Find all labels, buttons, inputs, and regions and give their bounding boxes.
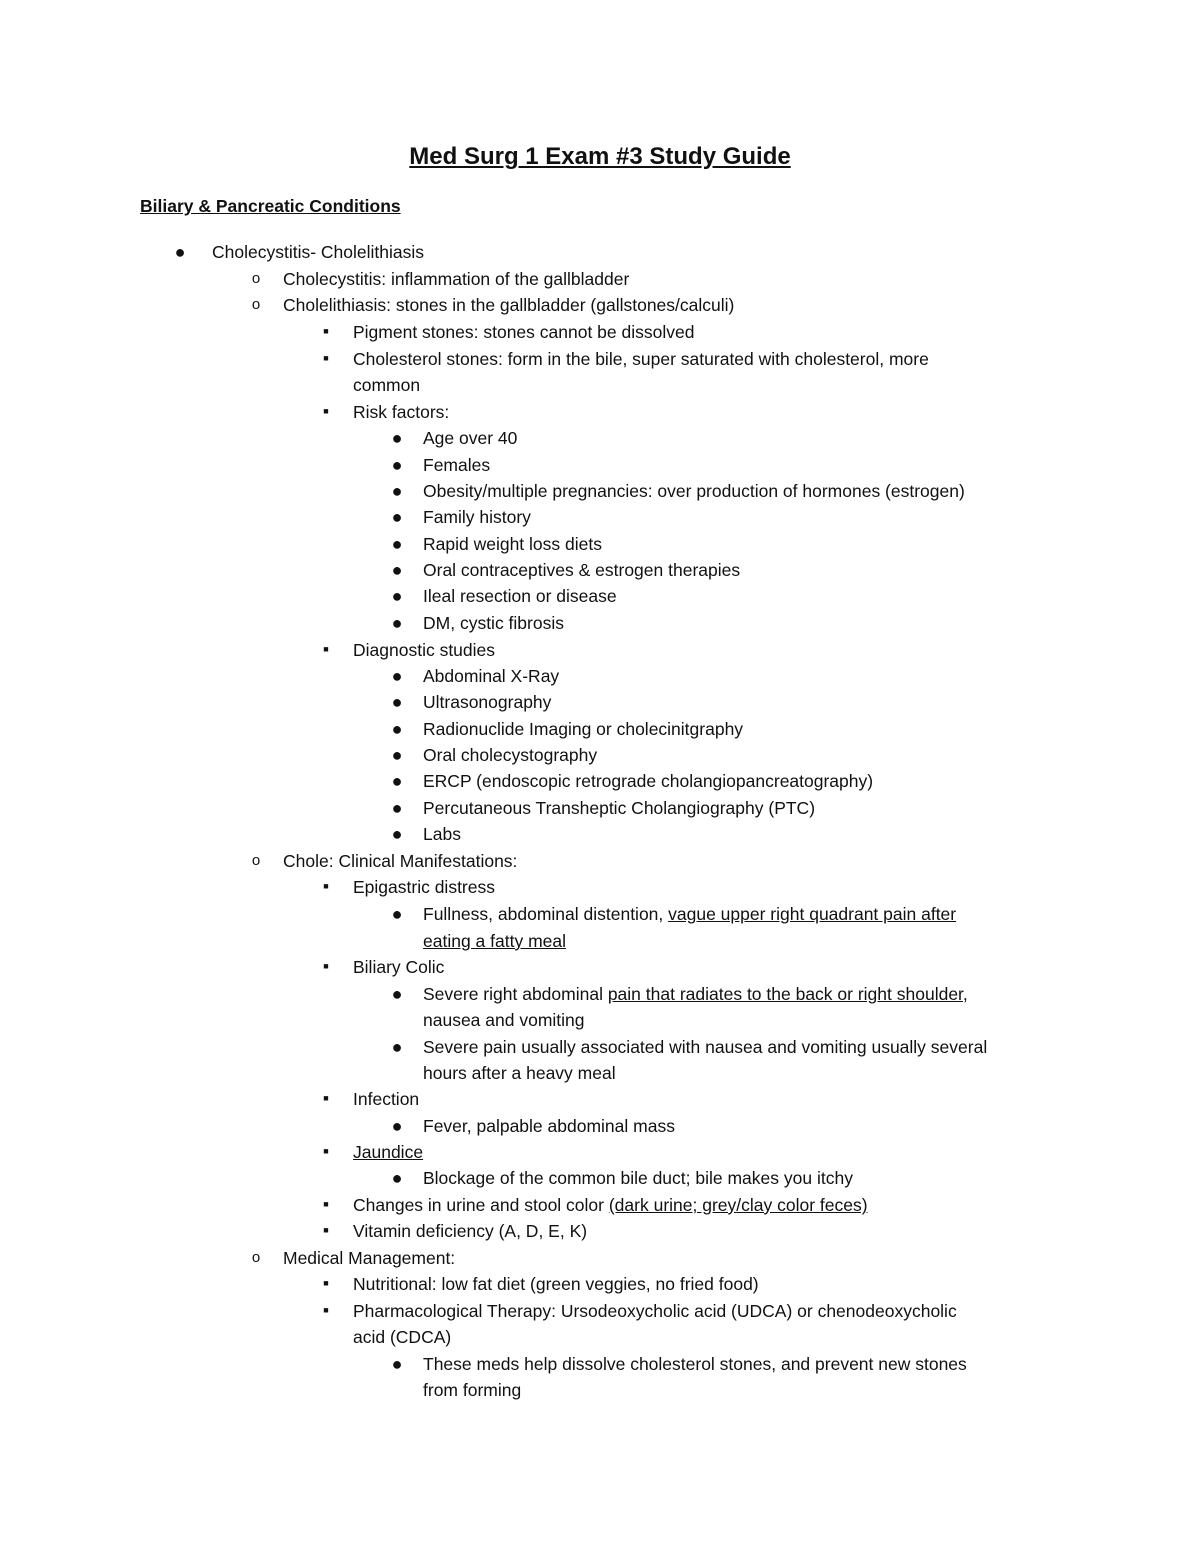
list-item [391,583,617,609]
bullet-dot-icon: ● [391,1116,403,1136]
list-item [391,1351,967,1377]
list-item [391,425,518,451]
item-text: Labs [423,824,461,844]
list-item [251,848,518,874]
item-text: Abdominal X-Ray [423,666,560,686]
item-text: Fever, palpable abdominal mass [423,1116,675,1136]
item-text: from forming [423,1380,522,1400]
item-text: Pigment stones: stones cannot be dissolved [353,322,695,342]
item-text: hours after a heavy meal [423,1063,616,1083]
list-item [323,637,496,663]
list-item-continuation [353,1324,451,1350]
list-item [391,1113,675,1139]
item-text: acid (CDCA) [353,1327,452,1347]
bullet-dot-icon: ● [391,798,403,818]
list-item-continuation [423,1377,521,1403]
bullet-square-icon: ■ [323,1225,329,1235]
bullet-dot-icon: ● [391,586,403,606]
item-text: Severe pain usually associated with nausea and vomiting usually several [423,1037,988,1057]
item-text: Cholecystitis: inflammation of the gallbladder [283,269,630,289]
item-text: Medical Management: [283,1248,456,1268]
bullet-square-icon: ■ [323,961,329,971]
item-text: Females [423,455,491,475]
bullet-dot-icon: ● [391,745,403,765]
item-text: Oral contraceptives & estrogen therapies [423,560,741,580]
bullet-dot-icon: ● [391,560,403,580]
list-item [323,1086,420,1112]
bullet-circle-icon: o [251,1249,261,1266]
item-text: Diagnostic studies [353,640,496,660]
bullet-circle-icon: o [251,296,261,313]
list-item [391,663,560,689]
item-text: Vitamin deficiency (A, D, E, K) [353,1221,588,1241]
bullet-dot-icon: ● [391,666,403,686]
list-item [391,689,552,715]
bullet-square-icon: ■ [323,1093,329,1103]
bullet-square-icon: ■ [323,406,329,416]
bullet-dot-icon: ● [391,824,403,844]
list-item [391,901,957,927]
bullet-dot-icon: ● [391,692,403,712]
list-item [323,346,929,372]
bullet-square-icon: ■ [323,1278,329,1288]
bullet-dot-icon: ● [391,984,403,1004]
list-item [391,821,461,847]
bullet-dot-icon: ● [391,719,403,739]
list-item [391,452,491,478]
list-item [391,557,741,583]
list-item [391,742,598,768]
item-text: Ultrasonography [423,692,552,712]
item-text: Changes in urine and stool color [353,1195,609,1215]
item-text: common [353,375,421,395]
list-item-continuation [423,1060,616,1086]
item-text: Family history [423,507,531,527]
list-item [391,478,965,504]
item-text-underlined: Jaundice [353,1142,424,1162]
bullet-dot-icon: ● [391,1354,403,1374]
item-text: Oral cholecystography [423,745,598,765]
bullet-dot-icon: ● [391,904,403,924]
bullet-circle-icon: o [251,270,261,287]
item-text: Radionuclide Imaging or cholecinitgraphy [423,719,744,739]
item-text: Risk factors: [353,402,450,422]
item-text: Nutritional: low fat diet (green veggies, no fried food) [353,1274,759,1294]
bullet-circle-icon: o [251,852,261,869]
item-text: DM, cystic fibrosis [423,613,564,633]
list-item-continuation [423,928,566,954]
list-item [323,1192,868,1218]
item-text: ERCP (endoscopic retrograde cholangiopancreatography) [423,771,874,791]
bullet-dot-icon: ● [391,1037,403,1057]
item-text: Infection [353,1089,420,1109]
item-text: Fullness, abdominal distention, [423,904,669,924]
bullet-dot-icon: ● [174,242,186,262]
item-text-underlined: vague upper right quadrant pain after [668,904,957,924]
list-item [391,610,564,636]
item-text: , [962,984,968,1004]
bullet-dot-icon: ● [391,455,403,475]
list-item [323,954,445,980]
item-text: These meds help dissolve cholesterol stones, and prevent new stones [423,1354,967,1374]
item-text: Epigastric distress [353,877,495,897]
list-item [323,874,495,900]
list-item [391,716,744,742]
bullet-square-icon: ■ [323,1146,329,1156]
list-item-continuation [353,372,420,398]
item-text: Percutaneous Transheptic Cholangiography (PTC) [423,798,816,818]
bullet-dot-icon: ● [391,534,403,554]
list-item [391,1165,853,1191]
list-item [391,1034,988,1060]
bullet-square-icon: ■ [323,353,329,363]
bullet-dot-icon: ● [391,428,403,448]
list-item [323,1218,588,1244]
list-item [251,266,630,292]
item-text-underlined: pain that radiates to the back or right shoulder [607,984,963,1004]
item-text: Cholecystitis- Cholelithiasis [212,242,425,262]
list-item [323,399,450,425]
list-item [174,239,425,265]
item-text: nausea and vomiting [423,1010,585,1030]
list-item [323,319,695,345]
item-text: Biliary Colic [353,957,445,977]
bullet-square-icon: ■ [323,1199,329,1209]
list-item [391,981,968,1007]
list-item [323,1298,957,1324]
list-item [251,1245,456,1271]
list-item [391,768,874,794]
bullet-dot-icon: ● [391,613,403,633]
item-text: Pharmacological Therapy: Ursodeoxycholic acid (UDCA) or chenodeoxycholic [353,1301,957,1321]
bullet-square-icon: ■ [323,881,329,891]
list-item [391,531,602,557]
item-text: Obesity/multiple pregnancies: over production of hormones (estrogen) [423,481,965,501]
list-item [251,292,735,318]
list-item [323,1271,759,1297]
bullet-dot-icon: ● [391,507,403,527]
item-text-underlined: eating a fatty meal [423,931,566,951]
list-item [391,795,816,821]
item-text-underlined: (dark urine; grey/clay color feces) [608,1195,868,1215]
bullet-square-icon: ■ [323,326,329,336]
item-text: Blockage of the common bile duct; bile makes you itchy [423,1168,853,1188]
bullet-dot-icon: ● [391,771,403,791]
item-text: Age over 40 [423,428,518,448]
item-text: Severe right abdominal [423,984,608,1004]
section-heading: Biliary & Pancreatic Conditions [140,196,401,216]
item-text: Ileal resection or disease [423,586,617,606]
list-item-continuation [423,1007,585,1033]
list-item [391,504,531,530]
item-text: Chole: Clinical Manifestations: [283,851,518,871]
document-title: Med Surg 1 Exam #3 Study Guide [409,143,791,170]
bullet-dot-icon: ● [391,1168,403,1188]
bullet-square-icon: ■ [323,644,329,654]
bullet-square-icon: ■ [323,1305,329,1315]
item-text: Rapid weight loss diets [423,534,602,554]
item-text: Cholesterol stones: form in the bile, super saturated with cholesterol, more [353,349,929,369]
item-text: Cholelithiasis: stones in the gallbladder (gallstones/calculi) [283,295,735,315]
bullet-dot-icon: ● [391,481,403,501]
list-item [323,1139,424,1165]
